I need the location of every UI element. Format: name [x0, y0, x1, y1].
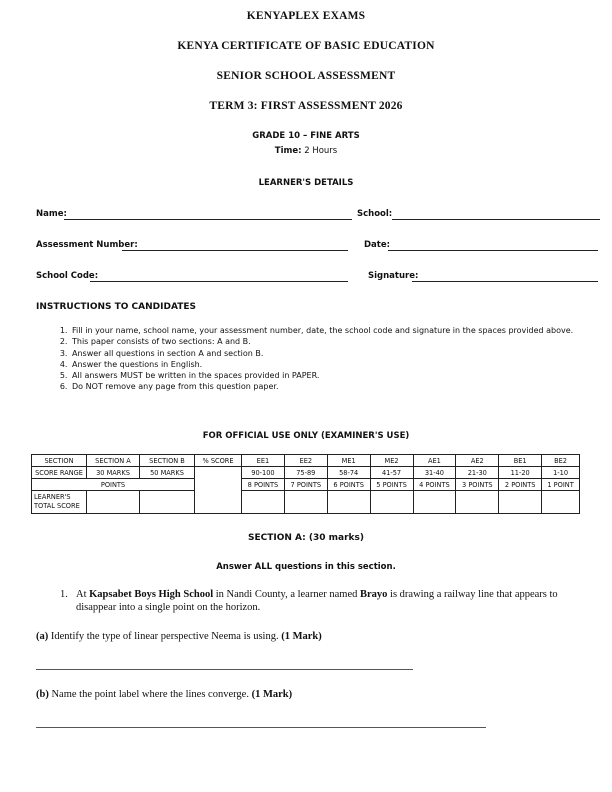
- table-cell[interactable]: [284, 491, 327, 514]
- assessment-number-field[interactable]: [122, 250, 348, 251]
- instruction-item: 4. Answer the questions in English.: [70, 359, 610, 370]
- table-cell: 11-20: [499, 467, 542, 479]
- table-cell: 30 MARKS: [87, 467, 140, 479]
- table-cell: 90-100: [242, 467, 285, 479]
- table-cell[interactable]: [456, 491, 499, 514]
- table-row: [32, 455, 580, 467]
- question-number: 1.: [60, 589, 68, 600]
- instruction-item: 3. Answer all questions in section A and section B.: [70, 348, 610, 359]
- table-cell: BE1: [499, 455, 542, 467]
- section-a-score-cell[interactable]: [87, 491, 140, 514]
- table-cell: AE2: [456, 455, 499, 467]
- official-use-heading: FOR OFFICIAL USE ONLY (EXAMINER'S USE): [202, 431, 410, 441]
- school-code-field[interactable]: [90, 281, 348, 282]
- table-cell: ME1: [327, 455, 370, 467]
- table-cell: 21-30: [456, 467, 499, 479]
- learner-total-label: [32, 491, 87, 514]
- table-cell[interactable]: [499, 491, 542, 514]
- question-1-text: [76, 588, 586, 614]
- question-text: in Nandi County, a learner named: [213, 589, 360, 600]
- table-cell: 31-40: [413, 467, 456, 479]
- learner-total-line-1: LEARNER'S: [34, 493, 71, 501]
- table-cell: 2 POINTS: [499, 479, 542, 491]
- question-1b: [36, 688, 596, 701]
- part-label: (a): [36, 631, 49, 642]
- table-cell: 41-57: [370, 467, 413, 479]
- section-a-heading: SECTION A: (30 marks): [247, 533, 365, 543]
- school-name: Kapsabet Boys High School: [89, 589, 214, 600]
- table-cell: 75-89: [284, 467, 327, 479]
- table-cell: EE2: [284, 455, 327, 467]
- section-a-instruction: Answer ALL questions in this section.: [216, 562, 396, 572]
- table-cell[interactable]: [242, 491, 285, 514]
- table-cell[interactable]: [370, 491, 413, 514]
- table-row: [32, 467, 580, 479]
- table-cell: BE2: [542, 455, 580, 467]
- instruction-item: 2. This paper consists of two sections: A and B.: [70, 336, 610, 347]
- time-value: 2 Hours: [304, 146, 338, 156]
- learner-total-line-2: TOTAL SCORE: [34, 502, 80, 510]
- certificate-title: KENYA CERTIFICATE OF BASIC EDUCATION: [177, 40, 435, 52]
- table-cell: 58-74: [327, 467, 370, 479]
- time-allowed: [0, 146, 612, 156]
- term-title: TERM 3: FIRST ASSESSMENT 2026: [209, 100, 403, 112]
- table-cell[interactable]: [413, 491, 456, 514]
- instruction-item: 1. Fill in your name, school name, your assessment number, date, the school code and signature in the spaces provided above.: [70, 325, 610, 336]
- table-cell: ME2: [370, 455, 413, 467]
- table-cell: SECTION: [32, 455, 87, 467]
- table-cell: 1-10: [542, 467, 580, 479]
- table-cell: AE1: [413, 455, 456, 467]
- part-text: Identify the type of linear perspective Neema is using.: [48, 631, 282, 642]
- question-text: At: [76, 589, 90, 600]
- section-b-score-cell[interactable]: [140, 491, 195, 514]
- table-cell: SCORE RANGE: [32, 467, 87, 479]
- table-cell: 7 POINTS: [284, 479, 327, 491]
- school-code-label: School Code:: [36, 271, 99, 281]
- table-cell: EE1: [242, 455, 285, 467]
- table-cell: 1 POINT: [542, 479, 580, 491]
- table-row: [32, 479, 580, 491]
- question-1a: [36, 630, 596, 643]
- part-marks: (1 Mark): [251, 689, 293, 700]
- question-text: is drawing a railway line that appears to disappear into a single point on the horizon.: [76, 589, 558, 613]
- table-cell: SECTION B: [140, 455, 195, 467]
- instruction-item: 6. Do NOT remove any page from this question paper.: [70, 381, 610, 392]
- assessment-number-label: Assessment Number:: [36, 240, 138, 250]
- table-cell[interactable]: [327, 491, 370, 514]
- part-label: (b): [36, 689, 49, 700]
- table-cell[interactable]: [542, 491, 580, 514]
- percent-score-cell[interactable]: [195, 467, 242, 514]
- instructions-heading: INSTRUCTIONS TO CANDIDATES: [36, 302, 196, 312]
- school-field[interactable]: [392, 219, 600, 220]
- assessment-title: SENIOR SCHOOL ASSESSMENT: [216, 70, 396, 82]
- signature-label: Signature:: [368, 271, 419, 281]
- grade-subject: GRADE 10 – FINE ARTS: [252, 131, 360, 141]
- signature-field[interactable]: [412, 281, 598, 282]
- table-row: [32, 491, 580, 514]
- table-cell: 3 POINTS: [456, 479, 499, 491]
- table-cell: SECTION A: [87, 455, 140, 467]
- part-text: Name the point label where the lines converge.: [48, 689, 252, 700]
- table-cell: % SCORE: [195, 455, 242, 467]
- date-field[interactable]: [388, 250, 598, 251]
- exam-org: KENYAPLEX EXAMS: [246, 10, 366, 22]
- table-cell: 8 POINTS: [242, 479, 285, 491]
- instructions-list: [34, 325, 610, 393]
- table-cell: 50 MARKS: [140, 467, 195, 479]
- table-cell: 5 POINTS: [370, 479, 413, 491]
- table-cell: 6 POINTS: [327, 479, 370, 491]
- time-label: Time:: [274, 146, 302, 156]
- learner-details-heading: LEARNER'S DETAILS: [258, 178, 354, 188]
- answer-line-1a[interactable]: [36, 669, 413, 670]
- score-table: [31, 454, 580, 514]
- date-label: Date:: [364, 240, 391, 250]
- instruction-item: 5. All answers MUST be written in the spaces provided in PAPER.: [70, 370, 610, 381]
- school-label: School:: [357, 209, 393, 219]
- part-marks: (1 Mark): [281, 631, 322, 642]
- table-cell: 4 POINTS: [413, 479, 456, 491]
- learner-name: Brayo: [359, 589, 388, 600]
- name-field[interactable]: [64, 219, 352, 220]
- name-label: Name:: [36, 209, 67, 219]
- table-cell: POINTS: [32, 479, 195, 491]
- answer-line-1b[interactable]: [36, 727, 486, 728]
